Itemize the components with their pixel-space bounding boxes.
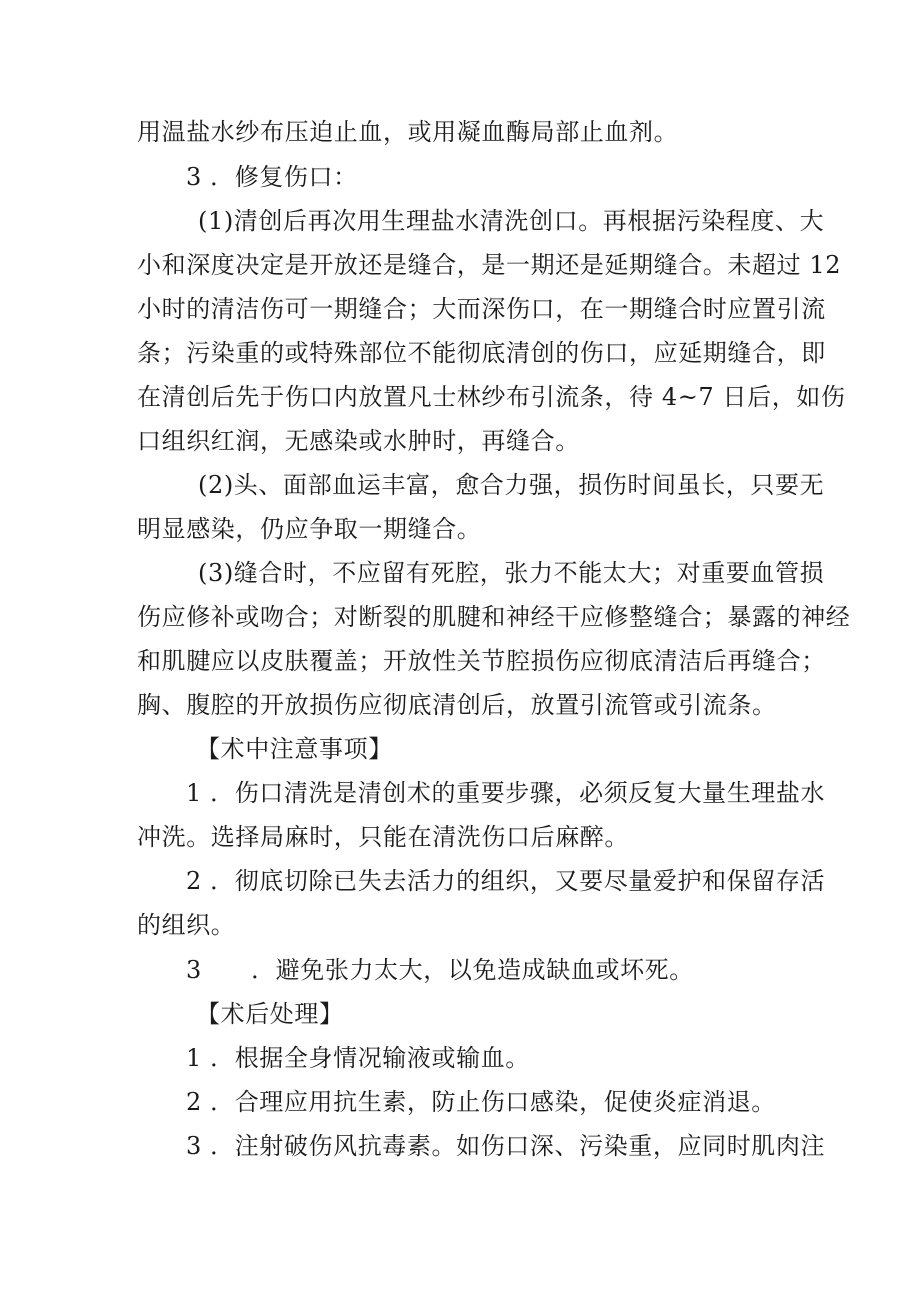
text-line: (3)缝合时，不应留有死腔，张力不能太大；对重要血管损 (198, 559, 825, 587)
text-line: (1)清创后再次用生理盐水清洗创口。再根据污染程度、大 (198, 207, 825, 235)
text-line: 3 ．修复伤口： (186, 163, 358, 191)
text-line: 1 ．伤口清洗是清创术的重要步骤，必须反复大量生理盐水 (186, 779, 826, 807)
text-line: 3 ．注射破伤风抗毒素。如伤口深、污染重，应同时肌肉注 (186, 1132, 826, 1160)
text-line: 用温盐水纱布压迫止血，或用凝血酶局部止血剂。 (137, 118, 679, 146)
text-line: 明显感染，仍应争取一期缝合。 (137, 515, 482, 543)
text-line: 3 ．避免张力太大，以免造成缺血或坏死。 (186, 956, 694, 984)
text-line: 1 ．根据全身情况输液或输血。 (186, 1044, 530, 1072)
text-line: 口组织红润，无感染或水肿时，再缝合。 (137, 427, 580, 455)
text-line: 和肌腱应以皮肤覆盖；开放性关节腔损伤应彻底清洁后再缝合； (137, 647, 826, 675)
text-line: 冲洗。选择局麻时，只能在清洗伤口后麻醉。 (137, 823, 629, 851)
text-line: (2)头、面部血运丰富，愈合力强，损伤时间虽长，只要无 (198, 471, 825, 499)
text-line: 胸、腹腔的开放损伤应彻底清创后，放置引流管或引流条。 (137, 691, 777, 719)
section-heading: 【术中注意事项】 (196, 735, 393, 763)
text-line: 2 ．彻底切除已失去活力的组织，又要尽量爱护和保留存活 (186, 867, 826, 895)
text-line: 在清创后先于伤口内放置凡士林纱布引流条，待 4~7 日后，如伤 (137, 383, 846, 411)
text-line: 2 ．合理应用抗生素，防止伤口感染，促使炎症消退。 (186, 1088, 776, 1116)
text-line: 条；污染重的或特殊部位不能彻底清创的伤口，应延期缝合，即 (137, 339, 826, 367)
text-line: 小和深度决定是开放还是缝合，是一期还是延期缝合。未超过 12 (137, 251, 842, 279)
text-line: 的组织。 (137, 911, 236, 939)
text-line: 伤应修补或吻合；对断裂的肌腱和神经干应修整缝合；暴露的神经 (137, 603, 851, 631)
section-heading: 【术后处理】 (196, 1000, 344, 1028)
text-line: 小时的清洁伤可一期缝合；大而深伤口，在一期缝合时应置引流 (137, 295, 826, 323)
